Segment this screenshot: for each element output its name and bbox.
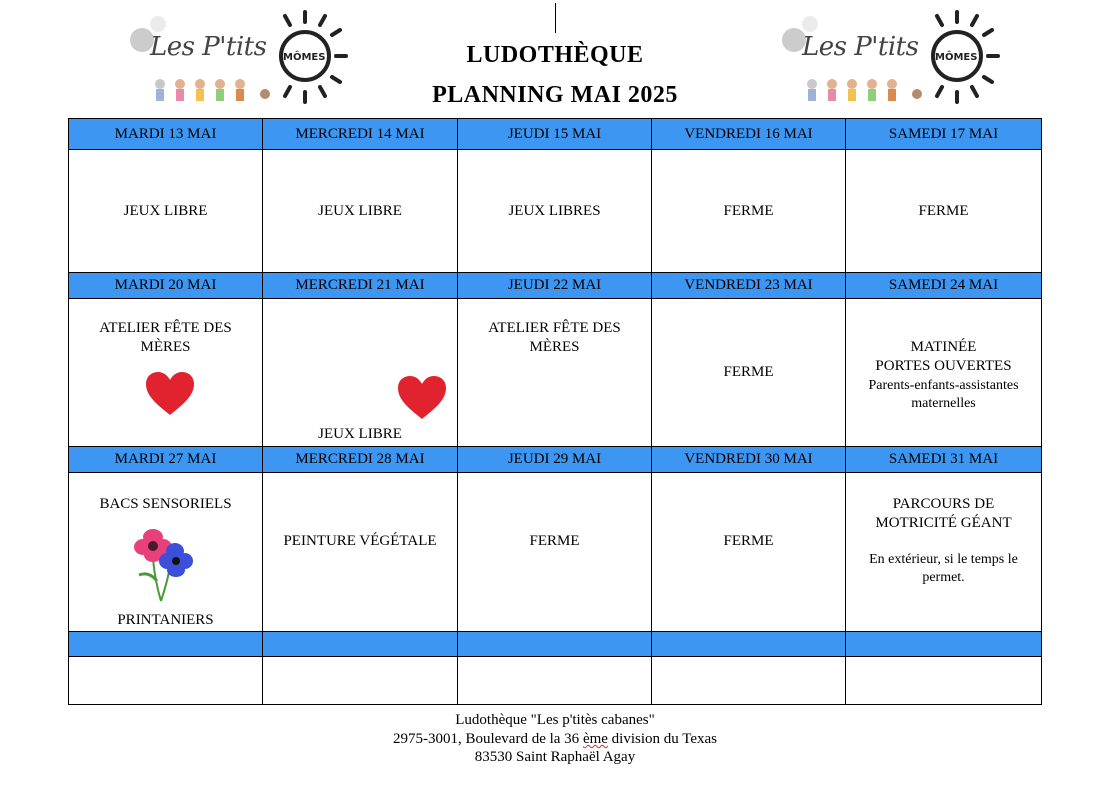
activity-cell: JEUX LIBRE (69, 150, 263, 273)
activity-line: MÈRES (529, 339, 580, 355)
footer-address (250, 730, 860, 749)
day-header: JEUDI 15 MAI (458, 119, 652, 150)
activity-cell (263, 473, 458, 632)
day-header: SAMEDI 24 MAI (846, 273, 1042, 299)
activity-cell: FERME (652, 150, 846, 273)
activity-line: FERME (529, 533, 580, 549)
flower-icon (131, 523, 195, 603)
planning-table (68, 118, 1042, 705)
activity-line: MÈRES (140, 339, 191, 355)
day-header: MERCREDI 21 MAI (263, 273, 458, 299)
page-subtitle: PLANNING MAI 2025 (432, 82, 678, 108)
activity-note: permet. (922, 570, 965, 585)
activity-cell (846, 299, 1042, 447)
activity-note: Parents-enfants-assistantes (868, 378, 1019, 393)
day-header: MARDI 20 MAI (69, 273, 263, 299)
activity-cell: FERME (846, 150, 1042, 273)
week1-activity-row (69, 150, 1042, 273)
activity-cell (69, 299, 263, 447)
footer-name: Ludothèque "Les p'titès cabanes" (455, 712, 655, 728)
week4-activity-row (69, 657, 1042, 705)
activity-cell (69, 473, 263, 632)
footer-city: 83530 Saint Raphaël Agay (474, 749, 636, 765)
activity-cell (652, 473, 846, 632)
activity-line: MOTRICITÉ GÉANT (875, 515, 1012, 531)
day-header: VENDREDI 30 MAI (652, 447, 846, 473)
day-header: SAMEDI 31 MAI (846, 447, 1042, 473)
logo-left (120, 4, 350, 112)
activity-line: PARCOURS DE (892, 496, 995, 512)
activity-cell (263, 657, 458, 705)
day-header: MERCREDI 14 MAI (263, 119, 458, 150)
logo-left-badge: MÔMES (283, 52, 326, 63)
footer-address-prefix: 2975-3001, Boulevard de la 36 (392, 731, 583, 747)
day-header: MERCREDI 28 MAI (263, 447, 458, 473)
activity-cell: FERME (652, 299, 846, 447)
activity-cell (846, 657, 1042, 705)
day-header: MARDI 13 MAI (69, 119, 263, 150)
activity-line: ATELIER FÊTE DES (99, 320, 232, 336)
activity-line: BACS SENSORIELS (99, 496, 232, 512)
day-header: JEUDI 22 MAI (458, 273, 652, 299)
heart-icon (145, 371, 195, 417)
activity-cell (69, 657, 263, 705)
activity-note: En extérieur, si le temps le (869, 552, 1018, 567)
footer-address-suffix: division du Texas (607, 731, 718, 747)
activity-cell (458, 473, 652, 632)
activity-cell (458, 299, 652, 447)
day-header (69, 632, 263, 657)
activity-cell (263, 299, 458, 447)
activity-line: ATELIER FÊTE DES (488, 320, 621, 336)
logo-right-text: Les P'tits (802, 32, 919, 62)
activity-line: PEINTURE VÉGÉTALE (283, 533, 437, 549)
activity-note: maternelles (911, 396, 976, 411)
week3-header-row (69, 447, 1042, 473)
activity-line: FERME (723, 533, 774, 549)
week2-header-row (69, 273, 1042, 299)
week2-activity-row (69, 299, 1042, 447)
day-header: SAMEDI 17 MAI (846, 119, 1042, 150)
week3-activity-row (69, 473, 1042, 632)
logo-left-text: Les P'tits (150, 32, 267, 62)
activity-line: MATINÉE (910, 339, 977, 355)
activity-line: PRINTANIERS (117, 612, 214, 628)
activity-cell: JEUX LIBRE (263, 150, 458, 273)
activity-cell (458, 657, 652, 705)
day-header: JEUDI 29 MAI (458, 447, 652, 473)
activity-cell (652, 657, 846, 705)
day-header (458, 632, 652, 657)
heart-icon (397, 375, 447, 421)
day-header (846, 632, 1042, 657)
page-title: LUDOTHÈQUE (466, 42, 644, 68)
day-header: VENDREDI 23 MAI (652, 273, 846, 299)
logo-right (772, 4, 1002, 112)
activity-cell (846, 473, 1042, 632)
week4-header-row (69, 632, 1042, 657)
activity-line: PORTES OUVERTES (875, 358, 1012, 374)
week1-header-row (69, 119, 1042, 150)
day-header: MARDI 27 MAI (69, 447, 263, 473)
day-header (263, 632, 458, 657)
activity-line: JEUX LIBRE (318, 426, 402, 442)
day-header (652, 632, 846, 657)
day-header: VENDREDI 16 MAI (652, 119, 846, 150)
logo-right-badge: MÔMES (935, 52, 978, 63)
footer-address-spellcheck: ème (582, 731, 608, 747)
text-cursor (555, 3, 556, 33)
activity-cell: JEUX LIBRES (458, 150, 652, 273)
